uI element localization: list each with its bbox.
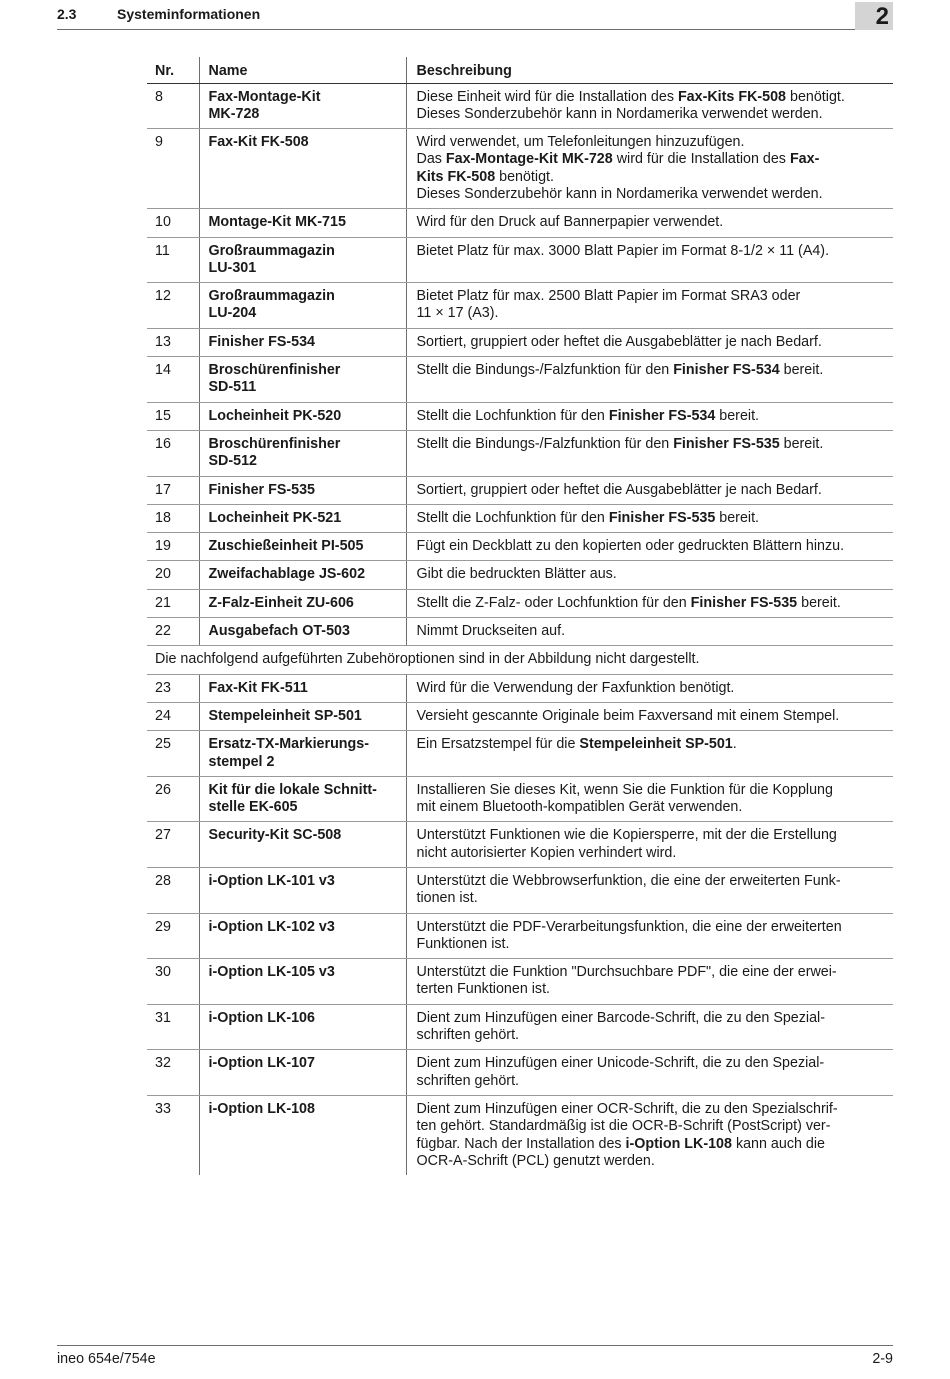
description-text: schriften gehört. bbox=[416, 1072, 520, 1089]
cell-description bbox=[406, 561, 893, 589]
description-line bbox=[417, 538, 894, 555]
table-body bbox=[147, 83, 893, 1175]
cell-nr: 31 bbox=[147, 1004, 199, 1050]
table-row bbox=[147, 476, 893, 504]
description-bold-term: Finisher FS-534 bbox=[673, 362, 780, 379]
column-header-nr: Nr. bbox=[147, 57, 199, 83]
description-line bbox=[417, 1101, 894, 1118]
page-number: 2-9 bbox=[872, 1351, 893, 1367]
table-row bbox=[147, 561, 893, 589]
cell-description bbox=[406, 476, 893, 504]
description-text: kann auch die bbox=[731, 1135, 825, 1152]
cell-nr: 27 bbox=[147, 822, 199, 868]
table-row bbox=[147, 357, 893, 403]
cell-name bbox=[199, 237, 406, 283]
name-line: i-Option LK-105 v3 bbox=[208, 964, 335, 981]
description-line bbox=[417, 1073, 894, 1090]
description-line bbox=[417, 243, 894, 260]
description-line bbox=[417, 1055, 894, 1072]
description-bold-term: Finisher FS-535 bbox=[608, 509, 716, 526]
description-text: bereit. bbox=[715, 509, 760, 526]
cell-name bbox=[199, 776, 406, 822]
cell-description bbox=[406, 959, 893, 1005]
description-line bbox=[417, 919, 894, 936]
cell-nr: 26 bbox=[147, 776, 199, 822]
description-text: wird für die Installation des bbox=[612, 151, 790, 168]
cell-nr: 19 bbox=[147, 533, 199, 561]
description-bold-term: Fax-Kits FK-508 bbox=[677, 88, 787, 105]
description-bold-term: Fax-Montage-Kit MK-728 bbox=[445, 151, 613, 168]
table-row bbox=[147, 822, 893, 868]
description-text: Stellt die Bindungs-/Falzfunktion für den bbox=[416, 362, 674, 379]
description-line bbox=[417, 134, 894, 151]
cell-nr: 15 bbox=[147, 402, 199, 430]
cell-name bbox=[199, 822, 406, 868]
description-line bbox=[417, 334, 894, 351]
description-line bbox=[417, 936, 894, 953]
cell-name bbox=[199, 476, 406, 504]
description-text: ten gehört. Standardmäßig ist die OCR-B-Schrift (PostScript) ver- bbox=[416, 1118, 831, 1135]
description-text: Unterstützt Funktionen wie die Kopiersperre, mit der die Erstellung bbox=[416, 827, 837, 844]
description-line bbox=[417, 827, 894, 844]
cell-description bbox=[406, 822, 893, 868]
name-line: Fax-Kit FK-508 bbox=[208, 134, 309, 151]
description-text: Funktionen ist. bbox=[416, 935, 510, 952]
table-row bbox=[147, 402, 893, 430]
description-line bbox=[417, 106, 894, 123]
name-line: MK-728 bbox=[208, 105, 260, 122]
description-line bbox=[417, 436, 894, 453]
cell-description bbox=[406, 357, 893, 403]
cell-name bbox=[199, 504, 406, 532]
description-text: Das bbox=[416, 151, 446, 168]
name-line: Zuschießeinheit PI-505 bbox=[208, 538, 364, 555]
description-text: Stellt die Lochfunktion für den bbox=[416, 509, 609, 526]
cell-name bbox=[199, 561, 406, 589]
description-text: Diese Einheit wird für die Installation des bbox=[416, 88, 678, 105]
cell-nr: 29 bbox=[147, 913, 199, 959]
description-text: 11 × 17 (A3). bbox=[416, 305, 499, 322]
description-text: terten Funktionen ist. bbox=[416, 981, 551, 998]
name-line: Ausgabefach OT-503 bbox=[208, 623, 350, 640]
description-text: benötigt. bbox=[495, 168, 554, 185]
cell-name bbox=[199, 589, 406, 617]
description-text: Unterstützt die Funktion "Durchsuchbare PDF", die eine der erwei- bbox=[416, 964, 837, 981]
cell-name bbox=[199, 328, 406, 356]
description-text: Bietet Platz für max. 2500 Blatt Papier im Format SRA3 oder bbox=[416, 288, 801, 305]
description-bold-term: Fax- bbox=[789, 151, 820, 168]
description-text: OCR-A-Schrift (PCL) genutzt werden. bbox=[416, 1152, 655, 1169]
description-text: Gibt die bedruckten Blätter aus. bbox=[416, 566, 617, 583]
description-line bbox=[417, 89, 894, 106]
description-line bbox=[417, 782, 894, 799]
name-line: Security-Kit SC-508 bbox=[208, 827, 342, 844]
description-text: Dient zum Hinzufügen einer Barcode-Schrift, die zu den Spezial- bbox=[416, 1009, 825, 1026]
cell-description bbox=[406, 209, 893, 237]
name-line: Broschürenfinisher bbox=[208, 435, 341, 452]
cell-nr: 25 bbox=[147, 731, 199, 777]
description-text: Nimmt Druckseiten auf. bbox=[416, 623, 566, 640]
name-line: Großraummagazin bbox=[208, 288, 335, 305]
cell-nr: 24 bbox=[147, 702, 199, 730]
name-line: i-Option LK-101 v3 bbox=[208, 873, 335, 889]
name-line: Z-Falz-Einheit ZU-606 bbox=[208, 594, 354, 611]
table-row bbox=[147, 1050, 893, 1096]
section-title: Systeminformationen bbox=[117, 6, 261, 22]
cell-description bbox=[406, 430, 893, 476]
description-line bbox=[417, 595, 894, 612]
description-text: Ein Ersatzstempel für die bbox=[416, 736, 580, 753]
name-line: LU-204 bbox=[208, 305, 257, 322]
description-line bbox=[417, 845, 894, 862]
cell-nr: 12 bbox=[147, 283, 199, 329]
page-header bbox=[57, 4, 893, 30]
description-line bbox=[417, 408, 894, 425]
name-line: SD-512 bbox=[208, 453, 257, 470]
description-bold-term: Stempeleinheit SP-501 bbox=[579, 736, 733, 753]
cell-nr: 8 bbox=[147, 83, 199, 129]
description-text: Unterstützt die Webbrowserfunktion, die eine der erweiterten Funk- bbox=[416, 873, 841, 889]
cell-name bbox=[199, 702, 406, 730]
description-text: tionen ist. bbox=[416, 890, 478, 907]
cell-nr: 23 bbox=[147, 674, 199, 702]
cell-name bbox=[199, 618, 406, 646]
description-line bbox=[417, 890, 894, 907]
description-text: Dieses Sonderzubehör kann in Nordamerika verwendet werden. bbox=[416, 185, 823, 202]
description-line bbox=[417, 151, 894, 168]
footer-rule bbox=[57, 1345, 893, 1346]
cell-name bbox=[199, 402, 406, 430]
description-bold-term: Kits FK-508 bbox=[416, 168, 496, 185]
cell-name bbox=[199, 83, 406, 129]
cell-name bbox=[199, 868, 406, 914]
description-text: Dient zum Hinzufügen einer OCR-Schrift, die zu den Spezialschrif- bbox=[416, 1100, 838, 1117]
cell-description bbox=[406, 237, 893, 283]
description-line bbox=[417, 566, 894, 583]
description-text: bereit. bbox=[715, 407, 760, 424]
cell-description bbox=[406, 868, 893, 914]
cell-description bbox=[406, 1004, 893, 1050]
name-line: Fax-Montage-Kit bbox=[208, 88, 321, 105]
table-row bbox=[147, 83, 893, 129]
table-row bbox=[147, 868, 893, 914]
description-text: bereit. bbox=[797, 594, 841, 611]
cell-name bbox=[199, 674, 406, 702]
cell-description bbox=[406, 1050, 893, 1096]
cell-description bbox=[406, 328, 893, 356]
description-line bbox=[417, 214, 894, 231]
cell-name bbox=[199, 1095, 406, 1175]
table-row bbox=[147, 209, 893, 237]
cell-description bbox=[406, 674, 893, 702]
description-text: Stellt die Z-Falz- oder Lochfunktion für den bbox=[416, 594, 691, 611]
table-row bbox=[147, 1004, 893, 1050]
table-row bbox=[147, 1095, 893, 1175]
cell-description bbox=[406, 504, 893, 532]
cell-description bbox=[406, 283, 893, 329]
name-line: Stempeleinheit SP-501 bbox=[208, 707, 362, 724]
footer-model: ineo 654e/754e bbox=[57, 1351, 156, 1367]
description-text: Dieses Sonderzubehör kann in Nordamerika verwendet werden. bbox=[416, 105, 823, 122]
description-line bbox=[417, 873, 894, 890]
cell-description bbox=[406, 1095, 893, 1175]
description-text: Fügt ein Deckblatt zu den kopierten oder gedruckten Blättern hinzu. bbox=[416, 538, 845, 555]
description-text: Bietet Platz für max. 3000 Blatt Papier im Format 8-1/2 × 11 (A4). bbox=[416, 242, 830, 259]
description-line bbox=[417, 510, 894, 527]
description-text: Stellt die Lochfunktion für den bbox=[416, 407, 609, 424]
cell-nr: 22 bbox=[147, 618, 199, 646]
table-row bbox=[147, 430, 893, 476]
cell-description bbox=[406, 589, 893, 617]
table-row bbox=[147, 618, 893, 646]
cell-nr: 11 bbox=[147, 237, 199, 283]
description-text: bereit. bbox=[779, 435, 824, 452]
description-line bbox=[417, 736, 894, 753]
cell-description bbox=[406, 776, 893, 822]
cell-description bbox=[406, 83, 893, 129]
name-line: Finisher FS-535 bbox=[208, 481, 315, 498]
name-line: Locheinheit PK-520 bbox=[208, 407, 342, 424]
cell-name bbox=[199, 959, 406, 1005]
table-row bbox=[147, 731, 893, 777]
cell-nr: 14 bbox=[147, 357, 199, 403]
description-line bbox=[417, 964, 894, 981]
description-text: benötigt. bbox=[786, 88, 845, 105]
description-line bbox=[417, 981, 894, 998]
name-line: Fax-Kit FK-511 bbox=[208, 679, 308, 696]
description-line bbox=[417, 680, 894, 697]
description-line bbox=[417, 362, 894, 379]
description-line bbox=[417, 305, 894, 322]
description-text: Wird für den Druck auf Bannerpapier verwendet. bbox=[416, 214, 724, 231]
cell-nr: 17 bbox=[147, 476, 199, 504]
cell-description bbox=[406, 913, 893, 959]
cell-name bbox=[199, 357, 406, 403]
description-bold-term: Finisher FS-535 bbox=[690, 594, 798, 611]
cell-description bbox=[406, 402, 893, 430]
cell-nr: 10 bbox=[147, 209, 199, 237]
name-line: Zweifachablage JS-602 bbox=[208, 566, 366, 583]
cell-nr: 13 bbox=[147, 328, 199, 356]
description-text: bereit. bbox=[779, 362, 824, 379]
cell-description bbox=[406, 129, 893, 209]
cell-nr: 16 bbox=[147, 430, 199, 476]
table-row bbox=[147, 283, 893, 329]
description-text: Sortiert, gruppiert oder heftet die Ausgabeblätter je nach Bedarf. bbox=[416, 481, 822, 498]
table-note: Die nachfolgend aufgeführten Zubehöroptionen sind in der Abbildung nicht dargestellt. bbox=[147, 646, 893, 674]
description-text: schriften gehört. bbox=[416, 1027, 520, 1044]
name-line: stelle EK-605 bbox=[208, 799, 298, 816]
cell-name bbox=[199, 430, 406, 476]
cell-name bbox=[199, 1004, 406, 1050]
description-text: fügbar. Nach der Installation des bbox=[416, 1135, 626, 1152]
cell-description bbox=[406, 702, 893, 730]
name-line: Montage-Kit MK-715 bbox=[208, 214, 346, 231]
column-header-name: Name bbox=[199, 57, 406, 83]
table-row bbox=[147, 913, 893, 959]
description-text: Dient zum Hinzufügen einer Unicode-Schrift, die zu den Spezial- bbox=[416, 1055, 825, 1072]
table-row bbox=[147, 702, 893, 730]
chapter-tab: 2 bbox=[855, 2, 893, 30]
table-row bbox=[147, 533, 893, 561]
description-line bbox=[417, 169, 894, 186]
name-line: stempel 2 bbox=[208, 753, 275, 770]
table-row bbox=[147, 589, 893, 617]
table-row bbox=[147, 504, 893, 532]
cell-description bbox=[406, 618, 893, 646]
cell-nr: 33 bbox=[155, 1100, 171, 1117]
description-text: Wird für die Verwendung der Faxfunktion benötigt. bbox=[416, 679, 735, 696]
cell-description bbox=[406, 731, 893, 777]
description-bold-term: i-Option LK-108 bbox=[625, 1135, 732, 1152]
name-line: Ersatz-TX-Markierungs- bbox=[208, 736, 369, 753]
cell-description bbox=[406, 533, 893, 561]
cell-name bbox=[199, 533, 406, 561]
description-line bbox=[417, 1010, 894, 1027]
description-text: Sortiert, gruppiert oder heftet die Ausgabeblätter je nach Bedarf. bbox=[416, 333, 822, 350]
description-line bbox=[417, 1027, 894, 1044]
description-bold-term: Finisher FS-535 bbox=[673, 435, 780, 452]
table-row bbox=[147, 328, 893, 356]
table-row bbox=[147, 959, 893, 1005]
header-rule bbox=[57, 29, 857, 30]
description-text: nicht autorisierter Kopien verhindert wird. bbox=[416, 844, 677, 861]
cell-nr: 28 bbox=[147, 868, 199, 914]
cell-name bbox=[199, 1050, 406, 1096]
description-text: . bbox=[732, 736, 737, 753]
description-line bbox=[417, 1153, 894, 1170]
cell-nr: 20 bbox=[147, 561, 199, 589]
name-line: LU-301 bbox=[208, 259, 257, 276]
description-line bbox=[417, 1136, 894, 1153]
table-row bbox=[147, 776, 893, 822]
table-row bbox=[147, 129, 893, 209]
description-text: Installieren Sie dieses Kit, wenn Sie die Funktion für die Kopplung bbox=[416, 781, 833, 798]
cell-nr: 32 bbox=[147, 1050, 199, 1096]
table-note-row bbox=[147, 646, 893, 674]
description-text: Unterstützt die PDF-Verarbeitungsfunktion, die eine der erweiterten bbox=[416, 918, 842, 935]
system-info-table bbox=[147, 57, 893, 1175]
description-line bbox=[417, 799, 894, 816]
name-line: Broschürenfinisher bbox=[208, 362, 341, 379]
name-line: i-Option LK-102 v3 bbox=[208, 918, 335, 935]
description-text: Wird verwendet, um Telefonleitungen hinzuzufügen. bbox=[416, 134, 745, 151]
description-line bbox=[417, 186, 894, 203]
cell-name bbox=[199, 129, 406, 209]
description-text: Versieht gescannte Originale beim Faxversand mit einem Stempel. bbox=[416, 707, 840, 724]
description-line bbox=[417, 482, 894, 499]
description-text: Stellt die Bindungs-/Falzfunktion für den bbox=[416, 435, 674, 452]
name-line: Locheinheit PK-521 bbox=[208, 509, 342, 526]
name-line: i-Option LK-108 bbox=[208, 1100, 315, 1117]
table-row bbox=[147, 237, 893, 283]
cell-name bbox=[199, 731, 406, 777]
cell-nr: 21 bbox=[147, 589, 199, 617]
name-line: Finisher FS-534 bbox=[208, 333, 315, 350]
description-text: mit einem Bluetooth-kompatiblen Gerät verwenden. bbox=[416, 799, 743, 816]
table-header-row bbox=[147, 57, 893, 83]
section-number: 2.3 bbox=[57, 6, 77, 22]
cell-name bbox=[199, 283, 406, 329]
description-line bbox=[417, 623, 894, 640]
cell-nr: 9 bbox=[147, 129, 199, 209]
name-line: i-Option LK-107 bbox=[208, 1055, 315, 1072]
cell-name bbox=[199, 913, 406, 959]
description-line bbox=[417, 1118, 894, 1135]
cell-nr: 30 bbox=[147, 959, 199, 1005]
name-line: Großraummagazin bbox=[208, 242, 335, 259]
description-line bbox=[417, 708, 894, 725]
name-line: Kit für die lokale Schnitt- bbox=[208, 781, 377, 798]
cell-name bbox=[199, 209, 406, 237]
column-header-description: Beschreibung bbox=[406, 57, 893, 83]
table-row bbox=[147, 674, 893, 702]
description-bold-term: Finisher FS-534 bbox=[608, 407, 716, 424]
cell-nr: 18 bbox=[147, 504, 199, 532]
name-line: i-Option LK-106 bbox=[208, 1009, 315, 1026]
description-line bbox=[417, 288, 894, 305]
name-line: SD-511 bbox=[208, 379, 257, 396]
